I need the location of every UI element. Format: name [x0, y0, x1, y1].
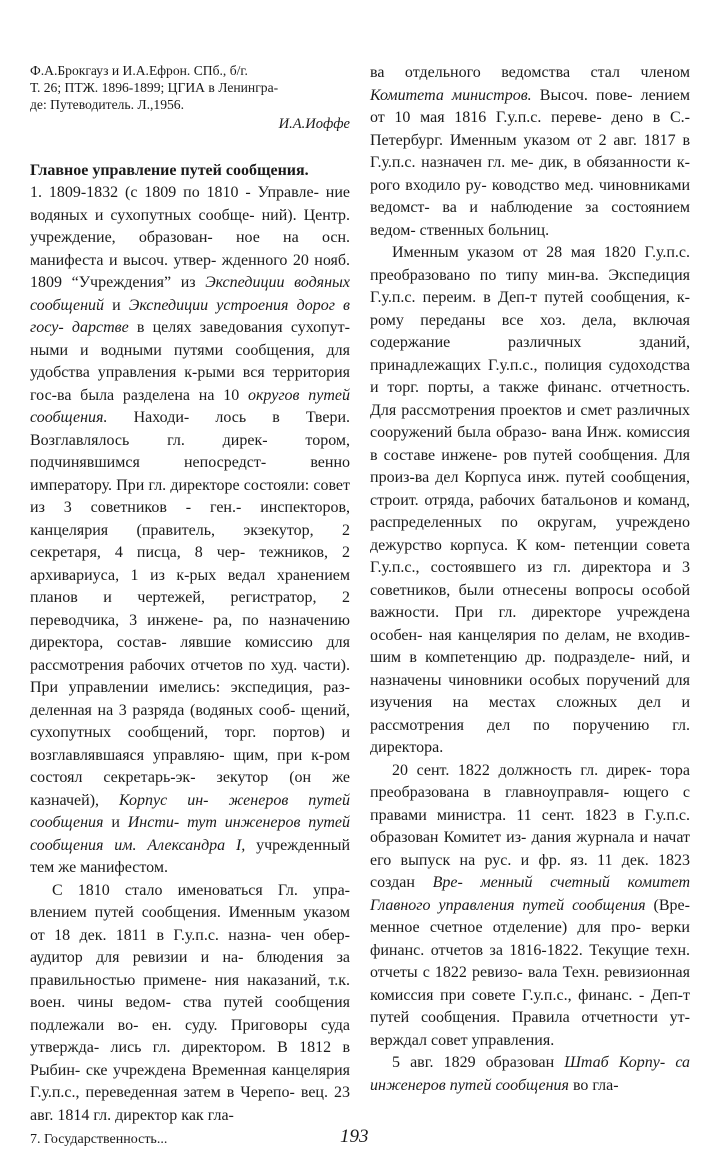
- article-paragraph: С 1810 стало именоваться Гл. упра- влением путей сообщения. Именным указом от 18 дек. 1811 в Г.у.п.с. назна- чен обер-аудитор для ревизии и на- блюдения за правильностью примене- ния наказаний, т.к. воен. чины ведом- ства путей сообщения подлежали во- ен. суду. Приговоры суда утвержда- лись гл. директором. В 1812 в Рыбин- ске учреждена Временная канцелярия Г.у.п.с., переведенная затем в Черепо- вец. 23 авг. 1814 гл. директор как гла-: [30, 881, 351, 1124]
- ref-line: де: Путеводитель. Л.,1956.: [30, 97, 184, 112]
- left-column: [30, 62, 350, 1127]
- ref-line: Т. 26; ПТЖ. 1896-1899; ЦГИА в Ленингра-: [30, 80, 279, 95]
- article-paragraph: 5 авг. 1829 образован Штаб Корпу- са инженеров путей сообщения во гла-: [370, 1054, 691, 1094]
- running-title: 7. Государственность...: [30, 1132, 168, 1147]
- bibliography-reference: [30, 62, 350, 113]
- ref-line: Ф.А.Брокгауз и И.А.Ефрон. СПб., б/г.: [30, 63, 248, 78]
- right-column: [370, 62, 690, 1097]
- article-paragraph: 20 сент. 1822 должность гл. дирек- тора преобразована в главноуправля- ющего с правами министра. 11 сент. 1823 в Г.у.п.с. образован Комитет из- дания журнала и начат его выпуск на рус. и фр. яз. 11 дек. 1823 создан Вре- менный счетный комитет Главного управления путей сообщения (Вре- менное счетное отделение) для про- верки финанс. отчетов за 1816-1822. Текущие техн. отчеты с 1822 ревизо- вала Техн. ревизионная комиссия при совете Г.у.п.с., финанс. - Деп-т путей сообщения. Правила отчетности ут- верждал совет управления.: [370, 761, 691, 1049]
- author-signature: И.А.Иоффе: [278, 116, 350, 132]
- article-paragraph: Главное управление путей сообщения. 1. 1809-1832 (с 1809 по 1810 - Управле- ние водяных и сухопутных сообще- ний). Центр. учреждение, образован- ное на осн. манифеста и высоч. утвер- жденного 20 нояб. 1809 “Учреждения” из Экспедиции водяных сообщений и Экспедиции устроения дорог в госу- дарстве в целях заведования сухопут- ными и водными путями сообщения, для удобства управления к-рыми вся территория гос-ва была разделена на 10 округов путей сообщения. Находи- лось в Твери. Возглавлялось гл. дирек- тором, подчинявшимся непосредст- венно императору. При гл. директоре состояли: совет из 3 советников - ген.- инспекторов, канцелярия (правитель, экзекутор, 2 секретаря, 4 писца, 8 чер- тежников, 2 архивариуса, 1 из к-рых ведал хранением планов и чертежей, регистратор, 2 переводчика, 3 инжене- ра, по назначению директора, состав- лявшие комиссию для рассмотрения рабочих отчетов по худ. части). При управлении имелись: экспедиция, раз- деленная на 3 разряда (водяных сооб- щений, сухопутных сообщений, торг. портов) и возглавлявшаяся управляю- щим, при к-ром состоял секретарь-эк- зекутор (он же казначей), Корпус ин- женеров путей сообщения и Инсти- тут инженеров путей сообщения им. Александра I, учрежденный тем же манифестом.: [30, 161, 351, 876]
- article-paragraph: ва отдельного ведомства стал членом Комитета министров. Высоч. пове- лением от 10 мая 1816 Г.у.п.с. переве- дено в С.-Петербург. Именным указом от 2 авг. 1817 в Г.у.п.с. назначен гл. ме- дик, в обязанности к-рого входило ру- ководство мед. чиновниками ведомст- ва и наблюдение за состоянием ведом- ственных больниц.: [370, 64, 691, 239]
- page-number: 193: [340, 1126, 369, 1147]
- article-heading: Главное управление путей сообщения.: [30, 161, 309, 179]
- article-paragraph: Именным указом от 28 мая 1820 Г.у.п.с. преобразовано по типу мин-ва. Экспедиция Г.у.п.с. переим. в Деп-т путей сообщения, к-рому переданы все хоз. дела, включая содержание различных зданий, принадлежащих Г.у.п.с., полиция судоходства и торг. порты, а также финанс. отчетность. Для рассмотрения проектов и смет различных сооружений была образо- вана Инж. комиссия в составе инжене- ров путей сообщения. Для произ-ва дел Корпуса инж. путей сообщения, строит. отряда, рабочих батальонов и команд, распределенных по округам, учреждено дежурство корпуса. К ком- петенции совета Г.у.п.с., состоявшего из гл. директора и 3 советников, были отнесены вопросы особой важности. При гл. директоре учреждена особен- ная канцелярия по делам, не входив- шим в компетенцию др. подразделе- ний, и назначены чиновники особых поручений для изучения на местах сложных дел и рассмотрения дел по поручению гл. директора.: [370, 244, 691, 756]
